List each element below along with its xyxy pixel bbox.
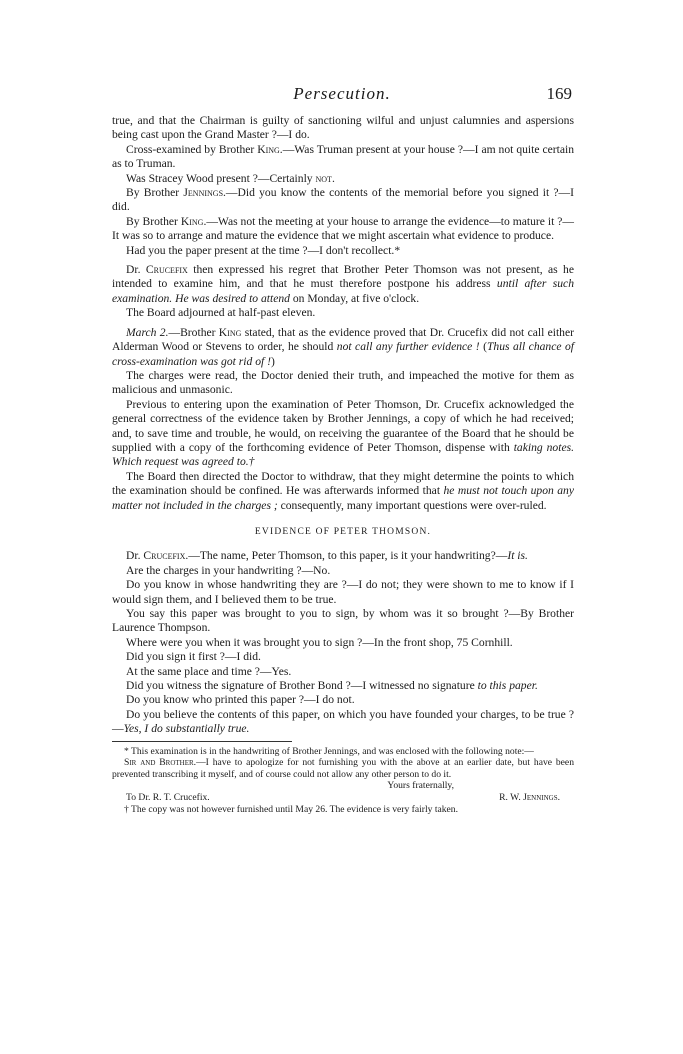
- page-header: [112, 84, 572, 108]
- paragraph: March 2.—Brother King stated, that as the evidence proved that Dr. Crucefix did not call either Alderman Wood or Stevens to order, he should not call any further evidence ! (Thus all chance of cross-examination was got rid of !): [112, 325, 574, 368]
- footnote: † The copy was not however furnished until May 26. The evidence is very fairly taken.: [124, 803, 459, 815]
- paragraph: Do you know who printed this paper ?—I do not.: [126, 693, 355, 707]
- paragraph: true, and that the Chairman is guilty of sanctioning wilful and unjust calumnies and aspersions being cast upon the Grand Master ?—I do.: [112, 114, 574, 142]
- body-text: [112, 114, 574, 815]
- paragraph: At the same place and time ?—Yes.: [126, 664, 292, 678]
- paragraph: Are the charges in your handwriting ?—No.: [126, 563, 331, 577]
- paragraph: Dr. Crucefix.—The name, Peter Thomson, to this paper, is it your handwriting?—It is.: [126, 549, 528, 563]
- running-title: Persecution.: [293, 84, 391, 103]
- paragraph: Where were you when it was brought you to sign ?—In the front shop, 75 Cornhill.: [126, 635, 513, 649]
- paragraph: Cross-examined by Brother King.—Was Truman present at your house ?—I am not quite certain as to Truman.: [112, 142, 574, 171]
- paragraph: Dr. Crucefix then expressed his regret that Brother Peter Thomson was not present, as he intended to examine him, and that he must therefore postpone his address until after such examination. He was desired to attend on Monday, at five o'clock.: [112, 263, 575, 305]
- paragraph: Did you sign it first ?—I did.: [126, 650, 261, 664]
- paragraph: Had you the paper present at the time ?—I don't recollect.*: [126, 243, 401, 257]
- paragraph: The Board adjourned at half-past eleven.: [126, 306, 316, 320]
- paragraph: Do you believe the contents of this paper, on which you have founded your charges, to be true ?—Yes, I do substantially true.: [112, 707, 574, 736]
- footnotes: [112, 746, 574, 816]
- footnote-signature: R. W. Jennings.: [499, 792, 560, 804]
- section-heading: EVIDENCE OF PETER THOMSON.: [254, 526, 432, 537]
- paragraph: Previous to entering upon the examination of Peter Thomson, Dr. Crucefix acknowledged the general correctness of the evidence taken by Brother Jennings, a copy of which he had received; and, to save time and trouble, he would, on receiving the guarantee of the Board that he should be supplied with a copy of the forthcoming evidence of Peter Thomson, dispense with taking notes. Which request was agreed to.†: [112, 397, 574, 469]
- paragraph: Was Stracey Wood present ?—Certainly not.: [126, 171, 335, 185]
- paragraph: The Board then directed the Doctor to withdraw, that they might determine the points to which the examination should be confined. He was afterwards informed that he must not touch upon any matter not included in the charges ; consequently, many important questions were over-ruled.: [112, 469, 574, 512]
- footnote-closing: Yours fraternally,: [387, 780, 454, 792]
- paragraph: By Brother Jennings.—Did you know the contents of the memorial before you signed it ?—I did.: [112, 186, 574, 214]
- paragraph: By Brother King.—Was not the meeting at your house to arrange the evidence—to mature it ?—It was so to arrange and mature the evidence that we might ascertain what evidence to produce.: [112, 214, 574, 243]
- page-number: 169: [546, 84, 572, 103]
- footnote: Sir and Brother.—I have to apologize for not furnishing you with the above at an earlier date, but have been prevented transcribing it myself, and of course could not allow any other person to do it.: [112, 757, 574, 780]
- footnote: * This examination is in the handwriting of Brother Jennings, and was enclosed with the following note:—: [124, 745, 534, 757]
- footnote-address-line: [112, 792, 574, 804]
- paragraph: The charges were read, the Doctor denied their truth, and impeached the motive for them as malicious and unmasonic.: [112, 368, 574, 397]
- footnote-addressee: To Dr. R. T. Crucefix.: [126, 792, 210, 804]
- paragraph: You say this paper was brought to you to sign, by whom was it so brought ?—By Brother Laurence Thompson.: [112, 607, 574, 635]
- footnote-divider: [112, 741, 292, 742]
- paragraph: Did you witness the signature of Brother Bond ?—I witnessed no signature to this paper.: [126, 679, 538, 693]
- paragraph: Do you know in whose handwriting they are ?—I do not; they were shown to me to know if I would sign them, and I believed them to be true.: [112, 578, 574, 606]
